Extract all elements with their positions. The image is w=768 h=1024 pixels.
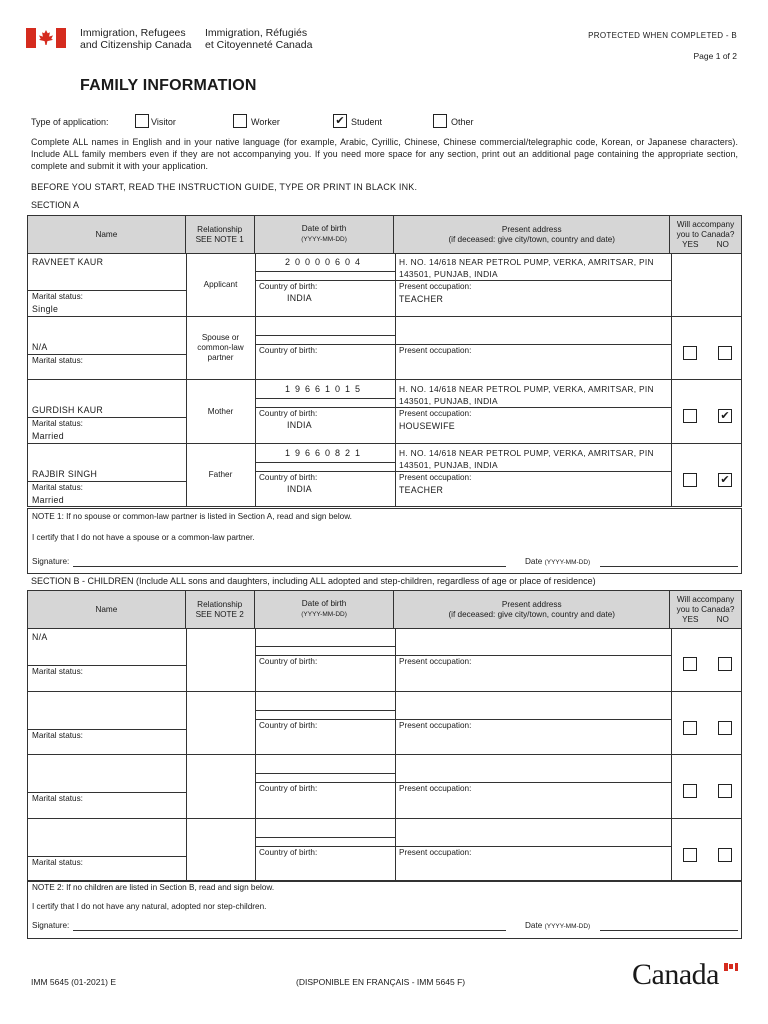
student-checkbox[interactable]: ✔ [333, 114, 347, 128]
section-a-occupation-value[interactable]: TEACHER [399, 294, 444, 304]
section-a-row [27, 317, 742, 381]
section-b-table [27, 590, 742, 629]
section-a-dob[interactable]: 19661015 [284, 384, 366, 394]
section-b-accompany-no-checkbox[interactable] [718, 721, 732, 735]
section-a-occupation-value[interactable]: TEACHER [399, 484, 444, 495]
section-a-accompany-yes-checkbox[interactable] [683, 409, 697, 423]
section-a-dob[interactable]: 20000604 [284, 257, 366, 267]
section-a-dob[interactable]: 19660821 [284, 447, 366, 458]
section-a-address[interactable]: H. NO. 14/618 NEAR PETROL PUMP, VERKA, AMRITSAR, PIN 143501, PUNJAB, INDIA [399, 384, 654, 406]
section-b-country-label: Country of birth: [259, 657, 318, 666]
date-field[interactable] [600, 566, 738, 567]
col-relationship-header: Relationship SEE NOTE 1 [185, 216, 254, 254]
section-b-country-label: Country of birth: [259, 847, 318, 857]
section-b-occupation-label: Present occupation: [399, 657, 472, 666]
student-label: Student [351, 117, 383, 127]
signature-label-b: Signature: [32, 921, 70, 930]
section-a-occupation-label: Present occupation: [399, 472, 472, 482]
section-a-accompany-yes-checkbox[interactable] [683, 346, 697, 360]
section-a-marital-value[interactable]: Married [32, 494, 64, 505]
section-a-country-label: Country of birth: [259, 472, 318, 482]
other-checkbox[interactable] [433, 114, 447, 128]
date-field-b[interactable] [600, 930, 738, 931]
protected-label: PROTECTED WHEN COMPLETED - B [588, 31, 737, 40]
section-a-marital-value[interactable]: Married [32, 431, 64, 441]
note-1-text: NOTE 1: If no spouse or common-law partner is listed in Section A, read and sign below. [32, 512, 352, 521]
section-b-accompany-yes-checkbox[interactable] [683, 848, 697, 862]
section-b-accompany-yes-checkbox[interactable] [683, 657, 697, 671]
section-b-relationship [186, 692, 255, 756]
section-a-occupation-label: Present occupation: [399, 282, 472, 291]
canada-flag-icon [26, 28, 66, 48]
section-a-name[interactable]: N/A [32, 341, 48, 352]
date-label-b: Date (YYYY-MM-DD) [525, 921, 591, 930]
section-b-relationship [186, 755, 255, 819]
section-a-marital-label: Marital status: [32, 482, 83, 492]
col-address-header: Present address (if deceased: give city/town, country and date) [394, 216, 670, 254]
section-b-relationship [186, 819, 255, 883]
section-b-accompany-yes-checkbox[interactable] [683, 784, 697, 798]
french-version-note: (DISPONIBLE EN FRANÇAIS - IMM 5645 F) [296, 977, 466, 987]
section-b-country-label: Country of birth: [259, 720, 318, 730]
note-2-certify: I certify that I do not have any natural, adopted nor step-children. [32, 902, 267, 911]
note-1-certify: I certify that I do not have a spouse or a common-law partner. [32, 533, 255, 542]
section-b-title: SECTION B - CHILDREN (Include ALL sons and daughters, including ALL adopted and step-children, regardless of age or place of residence) [31, 576, 596, 586]
section-a-relationship: Spouse or common-law partner [197, 333, 244, 363]
section-b-relationship [186, 628, 255, 692]
section-a-country-label: Country of birth: [259, 282, 318, 291]
section-a-table [27, 215, 742, 254]
section-a-country-label: Country of birth: [259, 409, 318, 418]
section-b-accompany-no-checkbox[interactable] [718, 848, 732, 862]
section-a-occupation-label: Present occupation: [399, 345, 472, 355]
canada-wordmark: Canada [632, 958, 719, 991]
col-name-header-b: Name [28, 591, 186, 629]
section-a-country-value[interactable]: INDIA [287, 420, 312, 430]
col-accompany-header-b: Will accompany you to Canada? YES NO [670, 591, 742, 629]
section-a-country-value[interactable]: INDIA [287, 483, 312, 494]
section-a-occupation-label: Present occupation: [399, 409, 472, 418]
section-b-marital-label: Marital status: [32, 730, 83, 740]
section-a-row [27, 380, 742, 444]
section-a-address[interactable]: H. NO. 14/618 NEAR PETROL PUMP, VERKA, AMRITSAR, PIN 143501, PUNJAB, INDIA [399, 447, 654, 470]
section-b-country-label: Country of birth: [259, 784, 318, 793]
section-b-occupation-label: Present occupation: [399, 784, 472, 793]
worker-label: Worker [251, 117, 280, 127]
section-a-accompany-yes-checkbox[interactable] [683, 473, 697, 487]
other-label: Other [451, 117, 474, 127]
signature-label: Signature: [32, 557, 70, 566]
form-id: IMM 5645 (01-2021) E [31, 977, 117, 987]
section-a-accompany-no-checkbox[interactable] [718, 346, 732, 360]
worker-checkbox[interactable] [233, 114, 247, 128]
note-2-text: NOTE 2: If no children are listed in Section B, read and sign below. [32, 883, 275, 892]
section-a-row [27, 253, 742, 317]
section-b-row [27, 692, 742, 756]
section-b-occupation-label: Present occupation: [399, 720, 472, 730]
section-b-row [27, 755, 742, 819]
section-a-accompany-no-checkbox[interactable]: ✔ [718, 409, 732, 423]
date-label: Date (YYYY-MM-DD) [525, 557, 591, 566]
section-a-name[interactable]: GURDISH KAUR [32, 405, 104, 415]
section-b-row [27, 819, 742, 883]
section-b-marital-label: Marital status: [32, 667, 83, 676]
col-accompany-header: Will accompany you to Canada? YES NO [670, 216, 742, 254]
page-number: Page 1 of 2 [693, 51, 737, 61]
section-b-accompany-no-checkbox[interactable] [718, 784, 732, 798]
page-title: FAMILY INFORMATION [80, 77, 257, 94]
section-a-relationship: Mother [207, 406, 234, 416]
section-a-address[interactable]: H. NO. 14/618 NEAR PETROL PUMP, VERKA, AMRITSAR, PIN 143501, PUNJAB, INDIA [399, 257, 654, 279]
section-b-occupation-label: Present occupation: [399, 847, 472, 857]
section-b-name[interactable]: N/A [32, 632, 48, 642]
section-a-marital-value[interactable]: Single [32, 304, 59, 314]
section-a-name[interactable]: RAJBIR SINGH [32, 468, 98, 479]
section-a-occupation-value[interactable]: HOUSEWIFE [399, 421, 455, 431]
section-a-title: SECTION A [31, 200, 80, 210]
signature-field[interactable] [73, 566, 506, 567]
visitor-checkbox[interactable] [135, 114, 149, 128]
section-a-marital-label: Marital status: [32, 355, 83, 365]
col-relationship-header-b: Relationship SEE NOTE 2 [185, 591, 254, 629]
section-b-row [27, 628, 742, 692]
signature-field-b[interactable] [73, 930, 506, 931]
section-b-accompany-yes-checkbox[interactable] [683, 721, 697, 735]
wordmark-flag-icon [724, 963, 738, 971]
section-a-relationship: Father [208, 470, 233, 480]
visitor-label: Visitor [151, 117, 176, 127]
col-address-header-b: Present address (if deceased: give city/town, country and date) [394, 591, 670, 629]
section-a-country-value[interactable]: INDIA [287, 293, 312, 303]
col-dob-header: Date of birth (YYYY-MM-DD) [254, 216, 394, 254]
instructions-text: Complete ALL names in English and in your native language (for example, Arabic, Cyrillic, Chinese, Chinese commercial/telegraphic code, Korean, or Japanese characters). Include ALL family members even if they are not accompanying you. If you need more space for any section, print out an additional page containing the appropriate section, complete and submit it with your application. [31, 137, 738, 171]
section-b-marital-label: Marital status: [32, 857, 83, 867]
before-start-text: BEFORE YOU START, READ THE INSTRUCTION GUIDE, TYPE OR PRINT IN BLACK INK. [31, 182, 418, 192]
section-a-marital-label: Marital status: [32, 292, 83, 301]
department-name-fr: Immigration, Réfugiés et Citoyenneté Canada [205, 27, 313, 51]
application-type-label: Type of application: [31, 117, 109, 127]
section-a-name[interactable]: RAVNEET KAUR [32, 257, 104, 267]
col-dob-header-b: Date of birth (YYYY-MM-DD) [254, 591, 394, 629]
section-b-marital-label: Marital status: [32, 794, 83, 803]
note-1-box [27, 508, 742, 574]
col-name-header: Name [28, 216, 186, 254]
section-a-accompany-no-checkbox[interactable]: ✔ [718, 473, 732, 487]
section-a-marital-label: Marital status: [32, 419, 83, 428]
note-2-box [27, 880, 742, 939]
section-a-country-label: Country of birth: [259, 345, 318, 355]
section-a-relationship: Applicant [203, 279, 238, 289]
section-a-row [27, 444, 742, 508]
department-name-en: Immigration, Refugees and Citizenship Canada [80, 27, 192, 51]
section-b-accompany-no-checkbox[interactable] [718, 657, 732, 671]
